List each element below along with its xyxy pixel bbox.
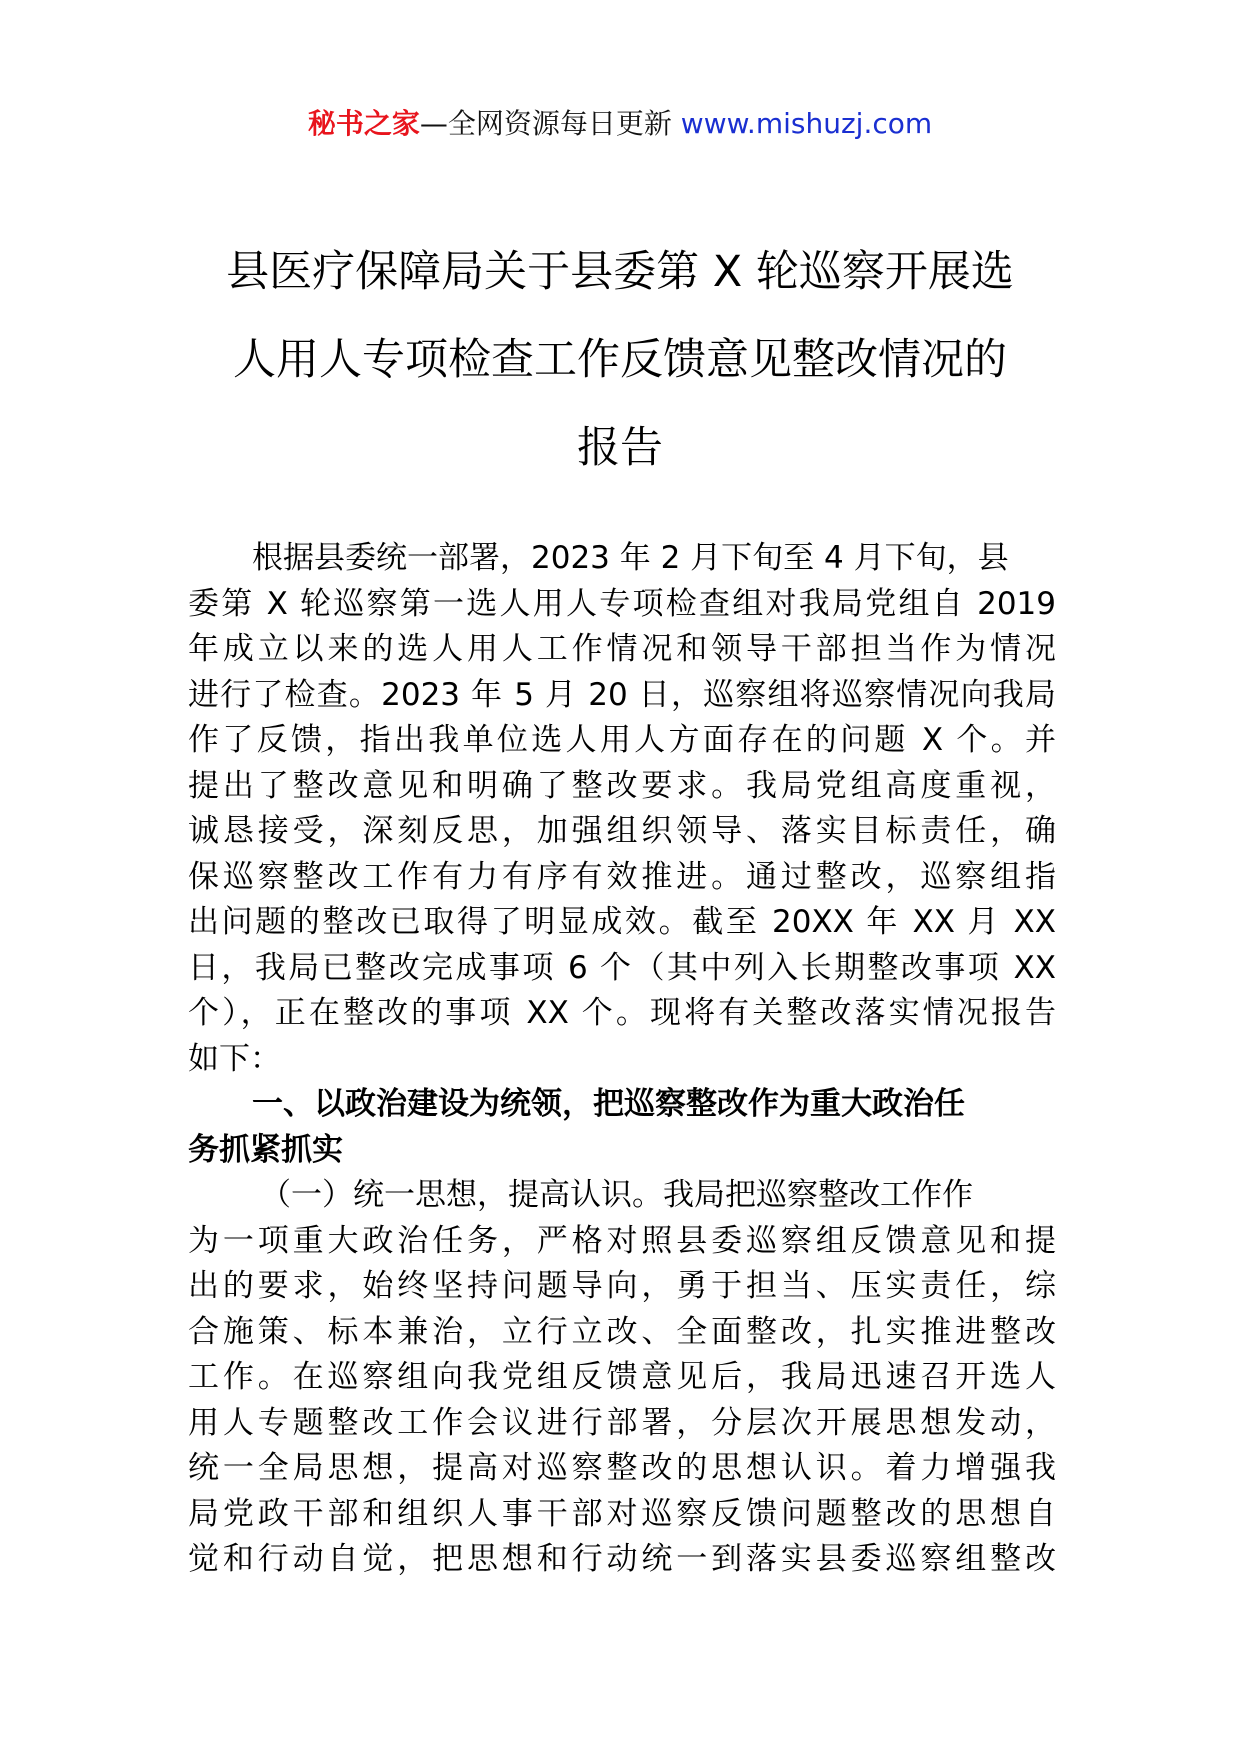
paragraph-line: 进行了检查。2023 年 5 月 20 日，巡察组将巡察情况向我局 bbox=[188, 676, 1056, 713]
document-body bbox=[188, 536, 1056, 1583]
title-line: 人用人专项检查工作反馈意见整改情况的 bbox=[233, 335, 1007, 385]
paragraph-line: 日，我局已整改完成事项 6 个（其中列入长期整改事项 XX bbox=[188, 949, 1056, 986]
title-line: 县医疗保障局关于县委第 X 轮巡察开展选 bbox=[226, 247, 1014, 297]
section-heading-line: 务抓紧抓实 bbox=[188, 1131, 343, 1168]
paragraph-line: 如下： bbox=[188, 1040, 281, 1077]
paragraph-line: 委第 X 轮巡察第一选人用人专项检查组对我局党组自 2019 bbox=[188, 585, 1056, 622]
paragraph-line: 统一全局思想，提高对巡察整改的思想认识。着力增强我 bbox=[188, 1450, 1056, 1486]
paragraph-line: 保巡察整改工作有力有序有效推进。通过整改，巡察组指 bbox=[188, 858, 1056, 895]
paragraph-line: 合施策、标本兼治，立行立改、全面整改，扎实推进整改 bbox=[188, 1313, 1056, 1350]
paragraph-line: 用人专题整改工作会议进行部署，分层次开展思想发动， bbox=[188, 1404, 1056, 1441]
paragraph-line: 诚恳接受，深刻反思，加强组织领导、落实目标责任，确 bbox=[188, 813, 1056, 849]
paragraph-line: 根据县委统一部署，2023 年 2 月下旬至 4 月下旬，县 bbox=[252, 540, 1009, 576]
paragraph-line: 出问题的整改已取得了明显成效。截至 20XX 年 XX 月 XX bbox=[188, 904, 1056, 940]
paragraph-line: 年成立以来的选人用人工作情况和领导干部担当作为情况 bbox=[188, 631, 1056, 667]
paragraph-line: 作了反馈，指出我单位选人用人方面存在的问题 X 个。并 bbox=[188, 722, 1056, 758]
site-tagline: —全网资源每日更新 bbox=[419, 107, 672, 140]
paragraph-line: 个），正在整改的事项 XX 个。现将有关整改落实情况报告 bbox=[188, 995, 1056, 1031]
site-brand: 秘书之家 bbox=[307, 107, 420, 140]
paragraph-line: 局党政干部和组织人事干部对巡察反馈问题整改的思想自 bbox=[188, 1495, 1056, 1532]
paragraph-line: 工作。在巡察组向我党组反馈意见后，我局迅速召开选人 bbox=[188, 1359, 1056, 1395]
paragraph-line: 为一项重大政治任务，严格对照县委巡察组反馈意见和提 bbox=[188, 1222, 1056, 1259]
paragraph-line: 出的要求，始终坚持问题导向，勇于担当、压实责任，综 bbox=[188, 1268, 1056, 1304]
section-heading-line: 一、以政治建设为统领，把巡察整改作为重大政治任 bbox=[252, 1086, 965, 1122]
site-header bbox=[0, 104, 1240, 144]
paragraph-line: （一）统一思想，提高认识。我局把巡察整改工作作 bbox=[260, 1177, 973, 1213]
document-title bbox=[150, 228, 1090, 492]
site-url-link[interactable]: www.mishuzj.com bbox=[680, 107, 933, 140]
title-line: 报告 bbox=[577, 423, 663, 473]
paragraph-line: 提出了整改意见和明确了整改要求。我局党组高度重视， bbox=[188, 767, 1056, 804]
paragraph-line: 觉和行动自觉，把思想和行动统一到落实县委巡察组整改 bbox=[188, 1541, 1056, 1577]
